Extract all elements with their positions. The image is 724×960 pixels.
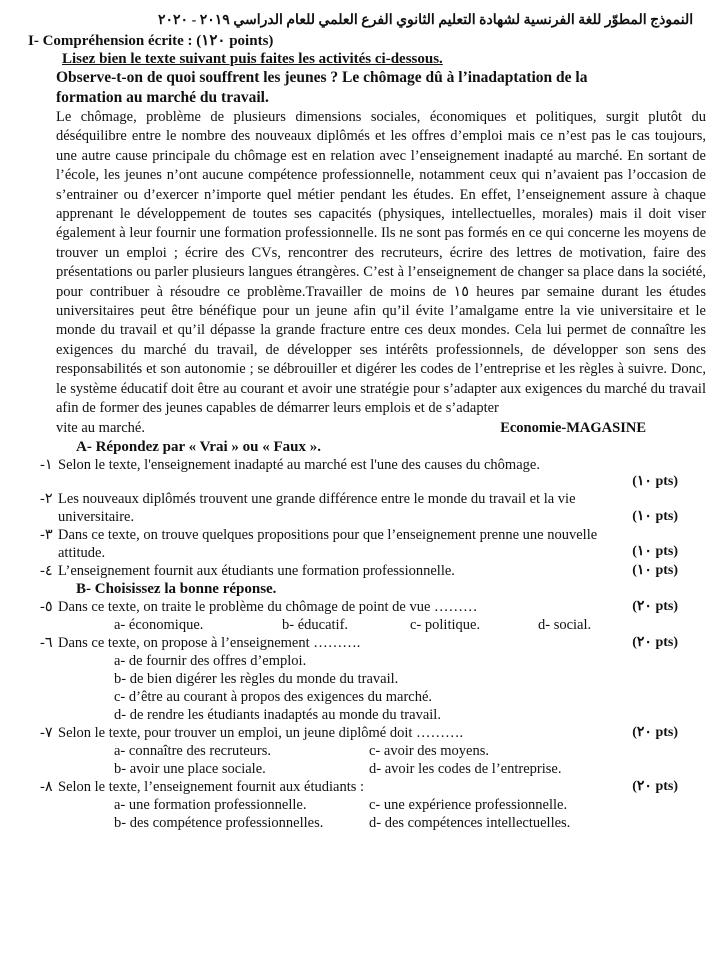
question-number: ٨-	[40, 778, 53, 795]
question-number: ٥-	[40, 598, 53, 615]
points-badge: (١٠ pts)	[632, 562, 678, 578]
option-d[interactable]: d- des compétences intellectuelles.	[369, 814, 571, 831]
points-badge: (٢٠ pts)	[632, 598, 678, 614]
option-c[interactable]: c- politique.	[410, 616, 481, 633]
question-text: L’enseignement fournit aux étudiants une formation professionnelle.	[58, 562, 455, 579]
question-text: Selon le texte, pour trouver un emploi, un jeune diplômé doit ……….	[58, 724, 464, 741]
question-text: Les nouveaux diplômés trouvent une grande différence entre le monde du travail et la vie	[58, 490, 576, 507]
question-2	[18, 490, 706, 526]
article-body	[18, 108, 706, 438]
article-paragraph: Le chômage, problème de plusieurs dimensions sociales, économiques et politiques, surgit plutôt du déséquilibre entre le nombre des nouveaux diplômés et les offres d’emploi mais ce n’est pas le cas toujours, une autre cause principale du chômage est en relation avec l’enseignement inadapté au marché. En sortant de l’école, les jeunes n’ont aucune compétence professionnelle, notamment ceux qui n’avaient pas l’occasion de s’entrainer ou d’exercer n’importe quel métier pendant les études. En effet, l’enseignement assure à chaque apprenant le développement de toutes ses capacités (physiques, intellectuelles, morales) mais il doit viser également à leur fournir une formation professionnelle. Ils ne sont pas formés en ce qui concerne les moyens de trouver un emploi ; écrire des CVs, rencontrer des recruteurs, écrire des lettres de motivation, faire des présentations ou parler plusieurs langues étrangères. C’est à l’enseignement de changer sa place dans la société, pour contribuer à résoudre ce problème.Travailler de moins de ١٥ heures par semaine durant les études universitaires peut être bénéfique pour un jeune afin qu’il évite l’amalgame entre la vie universitaire et le monde du travail et qu’il dépasse la grande fracture entre ces deux mondes. Cela lui permet de connaître les exigences du marché du travail, de développer ses intérêts professionnels, de développer son sens des responsabilités et son autonomie ; se débrouiller et digérer les codes de l’entreprise et les règles à suivre. Donc, le système éducatif doit être au courant et avoir une stratégie pour s’adapter aux exigences du marché du travail afin de former des jeunes capables de démarrer leurs emplois et de s’adapter	[56, 109, 706, 417]
question-8	[18, 778, 706, 832]
article-title-line-2: formation au marché du travail.	[56, 89, 269, 106]
option-b[interactable]: b- de bien digérer les règles du monde du travail.	[114, 670, 399, 687]
question-number: ٦-	[40, 634, 53, 651]
article-source: Economie-MAGASINE	[500, 419, 646, 436]
points-badge: (٢٠ pts)	[632, 724, 678, 740]
option-a[interactable]: a- économique.	[114, 616, 204, 633]
question-5	[18, 598, 706, 634]
question-text: Dans ce texte, on propose à l’enseignement ……….	[58, 634, 361, 651]
question-number: ٢-	[40, 490, 53, 507]
points-badge: (١٠ pts)	[632, 543, 678, 559]
option-d[interactable]: d- social.	[538, 616, 592, 633]
question-1	[18, 456, 706, 490]
part-b-title: B- Choisissez la bonne réponse.	[76, 580, 277, 597]
points-badge: (١٠ pts)	[632, 508, 678, 524]
question-text: Selon le texte, l’enseignement fournit aux étudiants :	[58, 778, 365, 795]
question-text: Dans ce texte, on trouve quelques propositions pour que l’enseignement prenne une nouvelle	[58, 526, 598, 543]
article-title-line-1: Observe-t-on de quoi souffrent les jeunes ? Le chômage dû à l’inadaptation de la	[56, 69, 588, 86]
question-number: ٧-	[40, 724, 53, 741]
question-number: ٤-	[40, 562, 53, 579]
points-badge: (٢٠ pts)	[632, 634, 678, 650]
option-b[interactable]: b- des compétence professionnelles.	[114, 814, 324, 831]
question-text: Selon le texte, l'enseignement inadapté au marché est l'une des causes du chômage.	[58, 456, 540, 473]
article-last-line: vite au marché.	[56, 419, 145, 436]
option-a[interactable]: a- une formation professionnelle.	[114, 796, 307, 813]
option-b[interactable]: b- éducatif.	[282, 616, 349, 633]
section-title: I- Compréhension écrite : (١٢٠ points)	[28, 33, 274, 49]
option-c[interactable]: c- une expérience professionnelle.	[369, 796, 568, 813]
part-a-title: A- Répondez par « Vrai » ou « Faux ».	[76, 438, 322, 455]
question-6	[18, 634, 706, 724]
option-c[interactable]: c- avoir des moyens.	[369, 742, 489, 759]
question-7	[18, 724, 706, 778]
article-title	[18, 68, 706, 108]
option-a[interactable]: a- connaître des recruteurs.	[114, 742, 272, 759]
option-d[interactable]: d- de rendre les étudiants inadaptés au monde du travail.	[114, 706, 441, 723]
option-b[interactable]: b- avoir une place sociale.	[114, 760, 266, 777]
question-text-cont: universitaire.	[58, 508, 135, 525]
exam-header: النموذج المطوّر للغة الفرنسية لشهادة التعليم الثانوي الفرع العلمي للعام الدراسي ٢٠١٩ - ٢٠٢٠	[158, 13, 694, 28]
option-d[interactable]: d- avoir les codes de l’entreprise.	[369, 760, 562, 777]
points-badge: (٢٠ pts)	[632, 778, 678, 794]
question-4	[18, 562, 706, 580]
points-badge: (١٠ pts)	[632, 473, 678, 489]
question-number: ٣-	[40, 526, 53, 543]
option-a[interactable]: a- de fournir des offres d’emploi.	[114, 652, 307, 669]
question-3	[18, 526, 706, 562]
instruction: Lisez bien le texte suivant puis faites les activités ci-dessous.	[62, 51, 443, 67]
question-number: ١-	[40, 456, 53, 473]
option-c[interactable]: c- d’être au courant à propos des exigences du marché.	[114, 688, 433, 705]
question-text-cont: attitude.	[58, 544, 106, 561]
question-text: Dans ce texte, on traite le problème du chômage de point de vue ………	[58, 598, 478, 615]
